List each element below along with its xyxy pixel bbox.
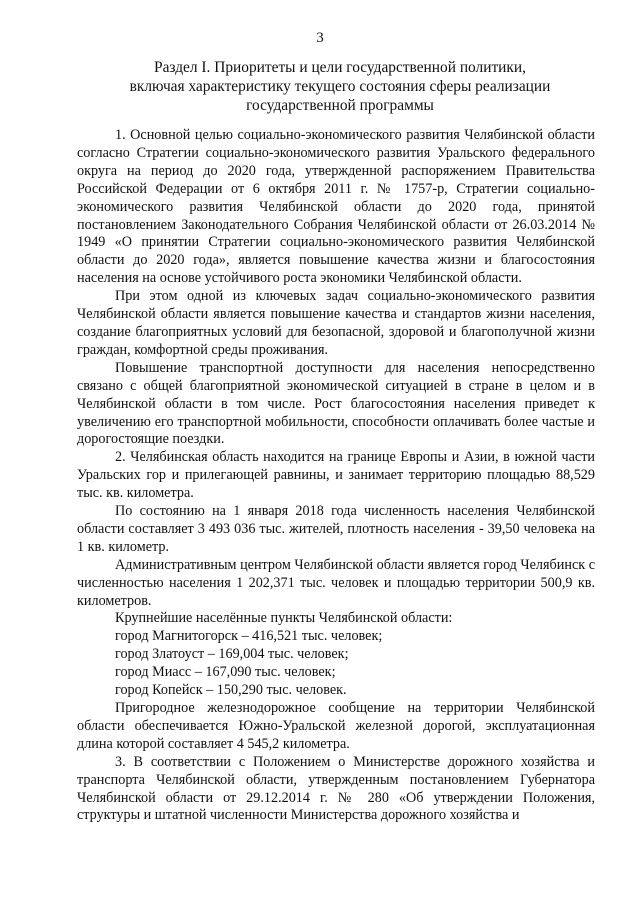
list-item: город Копейск – 150,290 тыс. человек.: [115, 682, 347, 699]
list-item: город Магнитогорск – 416,521 тыс. человек;: [115, 628, 383, 645]
list-item: город Златоуст – 169,004 тыс. человек;: [115, 646, 349, 663]
paragraph-transport-accessibility: Повышение транспортной доступности для населения непосредственно связано с общей благоприятной экономической ситуацией в стране в целом и в Челябинской области в том числе. Рост благосостояния населения приведет к увеличению его транспортной мобильности, способности оплачивать более частые и дорогостоящие поездки.: [77, 359, 595, 448]
document-body: [77, 127, 595, 825]
paragraph-geography: 2. Челябинская область находится на границе Европы и Азии, в южной части Уральских гор и прилегающей равнины, и занимает территорию площадью 88,529 тыс. кв. километра.: [77, 449, 595, 502]
paragraph-railway: Пригородное железнодорожное сообщение на территории Челябинской области обеспечивается Южно-Уральской железной дорогой, эксплуатационная длина которой составляет 4 545,2 километра.: [77, 700, 595, 752]
section-title-line: государственной программы: [246, 97, 434, 114]
section-title: [70, 58, 610, 115]
paragraph-main-goal: 1. Основной целью социально-экономического развития Челябинской области согласно Стратегии социально-экономического развития Уральского федерального округа на период до 2020 года, утвержденной распоряжением Правительства Российской Федерации от 6 октября 2011 г. № 1757-р, Стратегии социально-экономического развития Челябинской области до 2020 года, принятой постановлением Законодательного Собрания Челябинской области от 26.03.2014 № 1949 «О принятии Стратегии социально-экономического развития Челябинской области до 2020 года», является повышение качества жизни и благосостояния населения на основе устойчивого роста экономики Челябинской области.: [77, 127, 595, 287]
paragraph-largest-settlements: Крупнейшие населённые пункты Челябинской области:: [115, 610, 453, 627]
paragraph-key-tasks: При этом одной из ключевых задач социально-экономического развития Челябинской области является повышение качества и стандартов жизни населения, создание благоприятных условий для безопасной, здоровой и благополучной жизни граждан, комфортной среды проживания.: [77, 288, 595, 358]
paragraph-administrative-center: Административным центром Челябинской области является город Челябинск с численностью населения 1 202,371 тыс. человек и площадью территории 500,9 кв. километров.: [77, 556, 595, 609]
page-number: 3: [316, 30, 324, 46]
section-title-line: включая характеристику текущего состояния сферы реализации: [129, 78, 551, 95]
list-item: город Миасс – 167,090 тыс. человек;: [115, 664, 336, 681]
paragraph-ministry-regulation: 3. В соответствии с Положением о Министерстве дорожного хозяйства и транспорта Челябинской области, утвержденным постановлением Губернатора Челябинской области от 29.12.2014 г. № 280 «Об утверждении Положения, структуры и штатной численности Министерства дорожного хозяйства и: [77, 753, 595, 824]
paragraph-population: По состоянию на 1 января 2018 года численность населения Челябинской области составляет 3 493 036 тыс. жителей, плотность населения - 39,50 человека на 1 кв. километр.: [77, 503, 595, 555]
city-list: [77, 628, 595, 700]
section-title-line: Раздел I. Приоритеты и цели государственной политики,: [154, 59, 526, 76]
